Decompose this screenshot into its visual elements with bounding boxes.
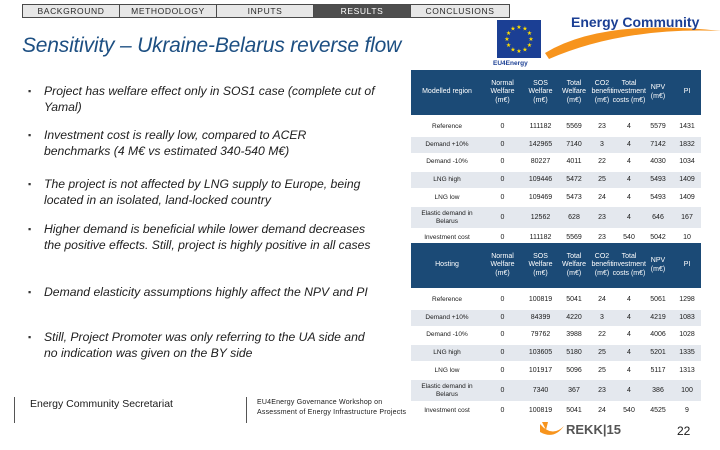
table-cell: 109446 [528,176,553,184]
table-cell: 100819 [528,296,553,304]
eu-star-icon: ★ [516,49,522,55]
table-cell: 142965 [528,140,553,148]
table-cell: 0 [500,176,505,184]
table-row [411,172,701,188]
row-label: LNG low [434,193,460,201]
table-cell: 386 [652,386,664,394]
table-cell: 23 [598,386,606,394]
table-cell: 5180 [566,349,582,357]
column-header: Hosting [435,261,459,269]
table-cell: 111182 [529,233,552,241]
table-cell: 1431 [679,123,695,131]
table-cell: 1298 [679,296,695,304]
table-cell: 0 [500,123,505,131]
table-header [411,70,701,115]
table-cell: 0 [500,296,505,304]
eu-flag-icon [497,20,541,58]
column-header: Normal Welfare (m€) [490,252,515,277]
column-header: Modelled region [422,88,472,96]
table-cell: 1335 [679,349,695,357]
table-cell: 4011 [566,158,582,166]
table-cell: 22 [598,331,606,339]
table-cell: 0 [500,349,505,357]
rekk-swoosh-icon [538,420,566,440]
footer-divider [14,397,15,423]
table-cell: 10 [683,233,691,241]
eu-star-icon: ★ [510,47,516,54]
nav-tab[interactable]: CONCLUSIONS [410,4,510,18]
table-cell: 25 [598,349,606,357]
table-cell: 5493 [650,176,666,184]
table-cell: 367 [568,386,580,394]
bullet-item [28,177,378,208]
table-cell: 100819 [528,406,553,414]
table-cell: 3988 [566,331,582,339]
row-label: Elastic demand in Belarus [421,383,473,398]
footer-workshop [257,398,406,418]
column-header: SOS Welfare (m€) [528,252,553,277]
bullet-marker: ▪ [28,332,32,342]
table-row [411,137,701,153]
row-label: Investment cost [424,233,470,241]
table-cell: 9 [685,406,689,414]
table-cell: 4 [627,140,631,148]
bullet-item [28,222,378,253]
page-title: Sensitivity – Ukraine-Belarus reverse flow [22,34,402,57]
row-label: Demand -10% [426,158,468,166]
table-cell: 5041 [566,406,582,414]
table-cell: 4 [627,158,631,166]
rekk-logo-text: REKK|15 [566,422,621,437]
table-cell: 103605 [528,349,553,357]
column-header: CO2 benefit (m€) [591,252,613,277]
bullet-item [28,84,378,115]
section-nav [22,4,509,18]
row-label: Demand +10% [425,313,469,321]
table-cell: 4030 [650,158,666,166]
bullet-item [28,285,378,301]
row-label: Reference [432,296,462,304]
table-cell: 4 [627,123,631,131]
table-cell: 4 [627,313,631,321]
eu-star-icon: ★ [516,25,522,31]
table-cell: 23 [598,213,606,221]
bullet-text: Investment cost is really low, compared to ACER benchmarks (4 M€ vs estimated 340-540 M€) [44,128,307,158]
table-cell: 1832 [679,140,695,148]
table-row [411,119,701,135]
table-cell: 4220 [566,313,582,321]
eu-star-icon: ★ [505,31,512,37]
table-cell: 12562 [530,213,551,221]
table-row [411,327,701,343]
table-cell: 4006 [650,331,666,339]
column-header: Normal Welfare (m€) [490,79,515,104]
nav-tab[interactable]: INPUTS [216,4,314,18]
table-cell: 5473 [566,193,582,201]
table-cell: 1028 [679,331,695,339]
table-row [411,380,701,401]
table-cell: 24 [598,193,606,201]
eu-star-icon: ★ [505,43,512,49]
footer-workshop-line2: Assessment of Energy Infrastructure Projects [257,409,407,416]
nav-tab[interactable]: BACKGROUND [22,4,120,18]
table-cell: 4219 [650,313,666,321]
table-cell: 1313 [679,366,695,374]
table-cell: 109469 [528,193,553,201]
bullet-marker: ▪ [28,224,32,234]
column-header: NPV (m€) [650,84,666,100]
table-cell: 80227 [530,158,551,166]
table-cell: 0 [500,158,505,166]
nav-tab[interactable]: RESULTS [313,4,411,18]
table-cell: 7140 [566,140,582,148]
table-header [411,243,701,288]
footer-organization: Energy Community Secretariat [30,398,173,410]
table-cell: 0 [500,366,505,374]
row-label: LNG high [433,176,461,184]
table-cell: 100 [681,386,693,394]
table-cell: 1409 [679,193,695,201]
table-cell: 24 [598,296,606,304]
table-cell: 4 [627,366,631,374]
table-cell: 628 [568,213,580,221]
table-cell: 7142 [650,140,666,148]
bullet-text: Higher demand is beneficial while lower demand decreases the positive effects. Still, project is highly positive in all cases [44,222,371,252]
row-label: Demand -10% [426,331,468,339]
table-cell: 0 [500,213,505,221]
row-label: Investment cost [424,406,470,414]
table-row [411,189,701,205]
table-cell: 1034 [679,158,695,166]
bullet-item [28,330,378,361]
row-label: LNG high [433,349,461,357]
table-row [411,362,701,378]
table-cell: 0 [500,313,505,321]
eu-star-icon: ★ [522,26,528,33]
table-cell: 167 [681,213,693,221]
table-cell: 646 [652,213,664,221]
table-row [411,292,701,308]
table-cell: 24 [598,406,606,414]
table-row [411,154,701,170]
table-cell: 1409 [679,176,695,184]
column-header: NPV (m€) [650,257,666,273]
eu-star-icon: ★ [528,37,534,43]
table-cell: 0 [500,406,505,414]
column-header: PI [683,88,691,96]
eu-star-icon: ★ [526,31,533,37]
row-label: LNG low [434,366,460,374]
bullet-marker: ▪ [28,130,32,140]
nav-tab[interactable]: METHODOLOGY [119,4,217,18]
row-label: Reference [432,123,462,131]
table-cell: 1083 [679,313,695,321]
column-header: PI [683,261,691,269]
row-label: Elastic demand in Belarus [421,210,473,225]
bullet-text: Demand elasticity assumptions highly affect the NPV and PI [44,285,368,299]
table-cell: 111182 [529,123,552,131]
column-header: Total investment costs (m€) [612,252,646,277]
table-cell: 0 [500,331,505,339]
column-header: Total investment costs (m€) [612,79,646,104]
column-header: Total Welfare (m€) [562,252,586,277]
table-cell: 0 [500,386,505,394]
table-cell: 0 [500,193,505,201]
table-cell: 5201 [650,349,666,357]
footer-divider [246,397,247,423]
eu-star-icon: ★ [510,26,516,33]
table-cell: 5042 [650,233,666,241]
eu4energy-caption: EU4Energy [493,60,528,67]
bullet-text: The project is not affected by LNG supply to Europe, being located in an isolated, land-locked country [44,177,361,207]
table-cell: 84399 [530,313,551,321]
table-row [411,207,701,228]
table-cell: 4 [627,213,631,221]
table-cell: 5061 [650,296,666,304]
table-cell: 5472 [566,176,582,184]
table-cell: 4 [627,386,631,394]
eu-star-icon: ★ [526,43,533,49]
table-cell: 5041 [566,296,582,304]
eu-star-icon: ★ [522,47,528,54]
bullet-text: Still, Project Promoter was only referring to the UA side and no indication was given on the BY side [44,330,365,360]
table-cell: 540 [623,406,635,414]
table-cell: 0 [500,140,505,148]
bullet-marker: ▪ [28,179,32,189]
column-header: SOS Welfare (m€) [528,79,553,104]
table-cell: 23 [598,123,606,131]
table-cell: 25 [598,176,606,184]
table-cell: 79762 [530,331,551,339]
bullet-item [28,128,378,159]
table-cell: 4 [627,331,631,339]
column-header: Total Welfare (m€) [562,79,586,104]
table-cell: 5096 [566,366,582,374]
bullet-marker: ▪ [28,86,32,96]
table-cell: 5117 [650,366,666,374]
table-cell: 4525 [650,406,666,414]
bullet-marker: ▪ [28,287,32,297]
table-cell: 101917 [528,366,553,374]
table-cell: 3 [600,313,604,321]
footer-workshop-line1: EU4Energy Governance Workshop on [257,399,383,406]
table-cell: 3 [600,140,604,148]
table-cell: 540 [623,233,635,241]
table-row [411,403,701,419]
table-cell: 4 [627,349,631,357]
page-number: 22 [677,424,691,438]
eu-star-icon: ★ [504,37,510,43]
table-cell: 25 [598,366,606,374]
table-cell: 5569 [566,123,582,131]
row-label: Demand +10% [425,140,469,148]
table-cell: 4 [627,176,631,184]
table-cell: 23 [598,233,606,241]
table-row [411,310,701,326]
table-cell: 5579 [650,123,666,131]
table-cell: 5569 [566,233,582,241]
table-cell: 5493 [650,193,666,201]
table-cell: 4 [627,193,631,201]
table-row [411,345,701,361]
table-cell: 22 [598,158,606,166]
table-cell: 0 [500,233,505,241]
table-cell: 7340 [532,386,549,394]
bullet-text: Project has welfare effect only in SOS1 case (complete cut of Yamal) [44,84,375,114]
column-header: CO2 benefit (m€) [591,79,613,104]
table-cell: 4 [627,296,631,304]
energy-community-logo-text: Energy Community [571,14,700,30]
